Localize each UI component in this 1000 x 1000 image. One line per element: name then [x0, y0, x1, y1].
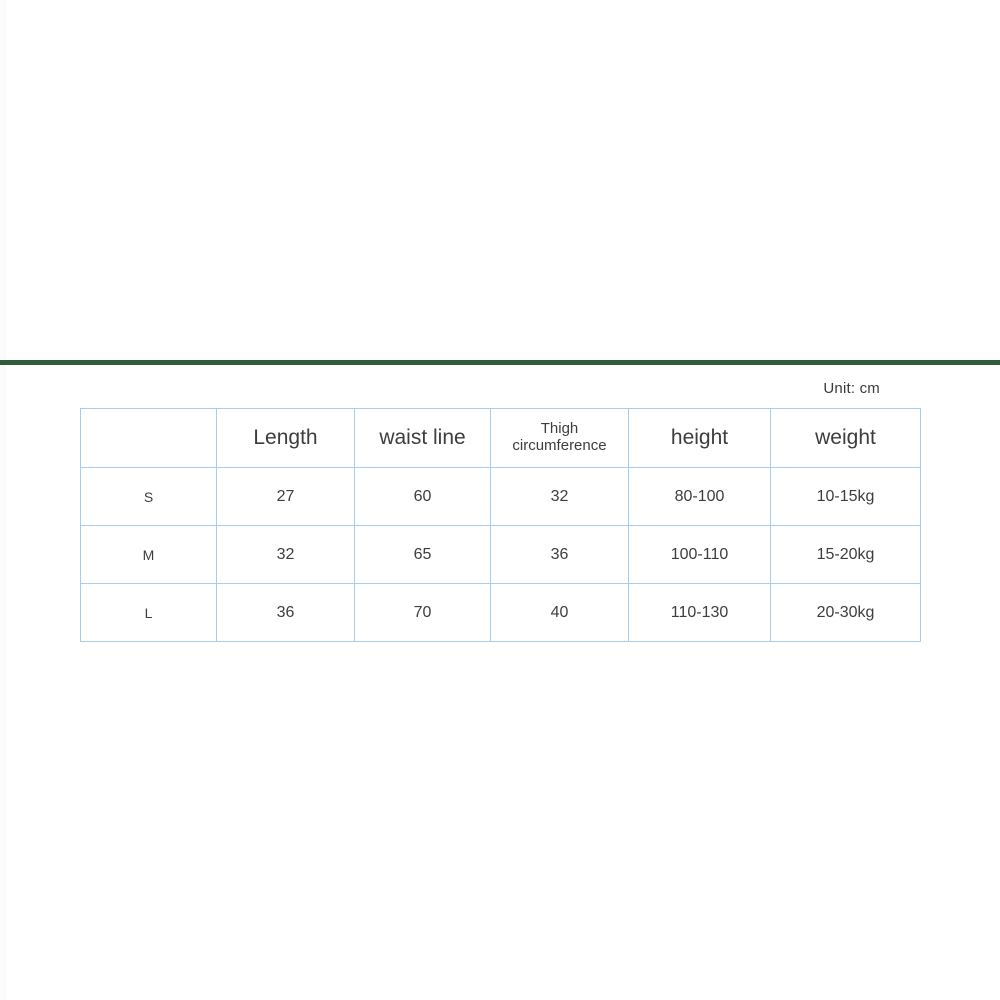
column-header-length: Length — [217, 409, 355, 468]
left-edge-strip — [0, 0, 6, 1000]
cell-waist-line: 60 — [355, 468, 491, 526]
green-divider-rule — [0, 360, 1000, 365]
table-row — [81, 468, 921, 526]
cell-height: 110-130 — [629, 584, 771, 642]
cell-size: M — [81, 526, 217, 584]
cell-length: 36 — [217, 584, 355, 642]
cell-thigh-circumference: 36 — [491, 526, 629, 584]
column-header-height: height — [629, 409, 771, 468]
table-body — [81, 468, 921, 642]
column-header-thigh-circumference — [491, 409, 629, 468]
unit-note: Unit: cm — [823, 380, 880, 397]
cell-waist-line: 65 — [355, 526, 491, 584]
cell-thigh-circumference: 40 — [491, 584, 629, 642]
size-table-container — [80, 408, 920, 642]
column-header-size — [81, 409, 217, 468]
cell-waist-line: 70 — [355, 584, 491, 642]
table-header — [81, 409, 921, 468]
table-row — [81, 584, 921, 642]
table-row — [81, 526, 921, 584]
cell-length: 27 — [217, 468, 355, 526]
column-header-weight: weight — [771, 409, 921, 468]
cell-size: S — [81, 468, 217, 526]
cell-weight: 20-30kg — [771, 584, 921, 642]
cell-height: 80-100 — [629, 468, 771, 526]
cell-length: 32 — [217, 526, 355, 584]
column-header-waist-line: waist line — [355, 409, 491, 468]
thigh-header-line2: circumference — [512, 437, 607, 454]
size-table — [80, 408, 921, 642]
cell-size: L — [81, 584, 217, 642]
thigh-header-line1: Thigh — [540, 420, 579, 438]
cell-height: 100-110 — [629, 526, 771, 584]
cell-weight: 15-20kg — [771, 526, 921, 584]
table-header-row — [81, 409, 921, 468]
cell-weight: 10-15kg — [771, 468, 921, 526]
cell-thigh-circumference: 32 — [491, 468, 629, 526]
